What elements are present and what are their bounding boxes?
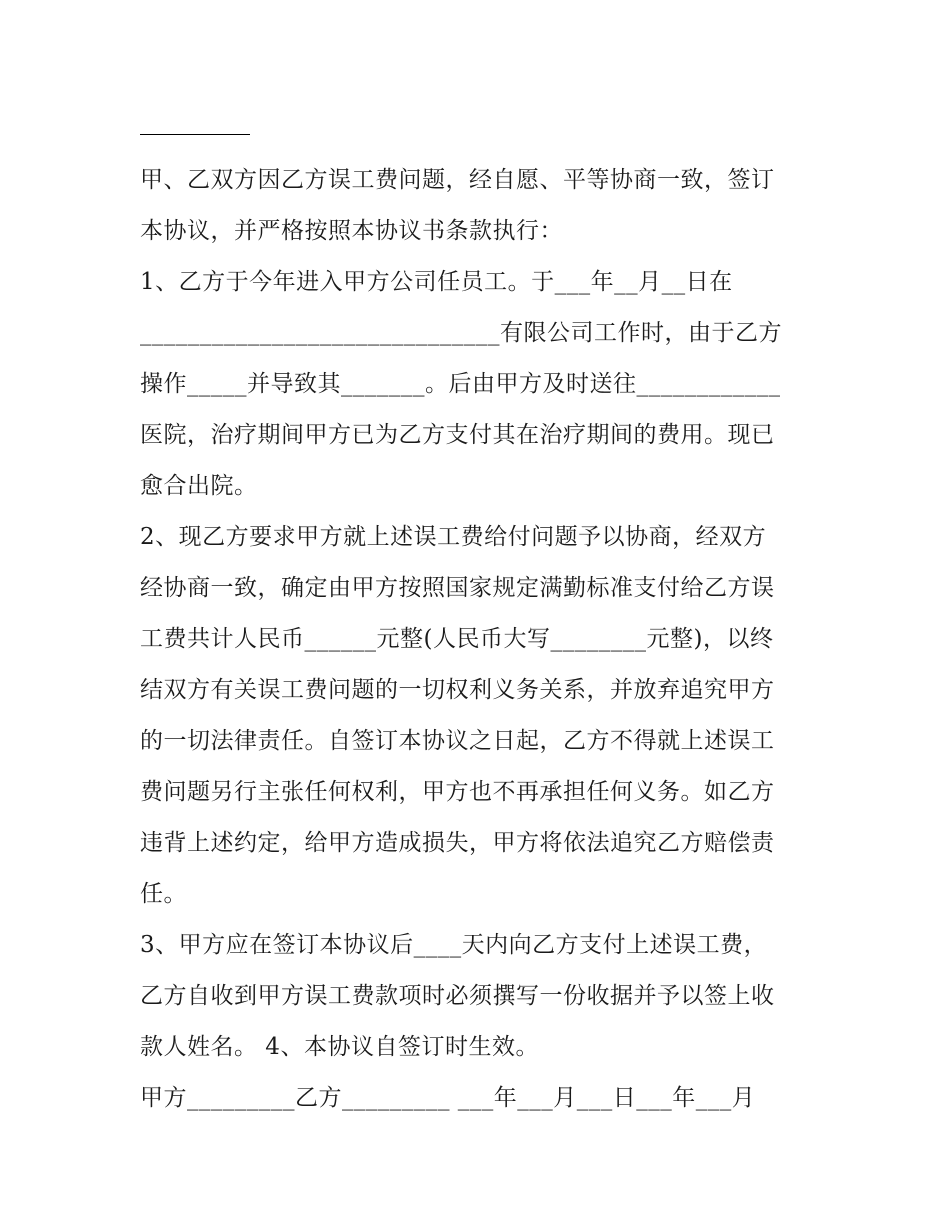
signature-line: 甲方_________乙方_________ ___年___月___日___年___月 xyxy=(140,1085,756,1111)
clause-2-line-4: 结双方有关误工费问题的一切权利义务关系，并放弃追究甲方 xyxy=(140,677,775,703)
clause-2-line-1: 2、现乙方要求甲方就上述误工费给付问题予以协商，经双方 xyxy=(140,524,767,550)
clause-3-4-line-3: 款人姓名。 4、本协议自签订时生效。 xyxy=(140,1034,539,1060)
clause-1-line-5: 愈合出院。 xyxy=(140,473,258,499)
document-page xyxy=(140,110,820,1124)
clause-1-line-3: 操作_____并导致其_______。后由甲方及时送往____________ xyxy=(140,371,781,397)
clause-1-line-4: 医院，治疗期间甲方已为乙方支付其在治疗期间的费用。现已 xyxy=(140,422,775,448)
intro-line-1: 甲、乙双方因乙方误工费问题，经自愿、平等协商一致，签订 xyxy=(140,167,775,193)
clause-1-line-1: 1、乙方于今年进入甲方公司任员工。于___年__月__日在 xyxy=(140,269,733,295)
top-blank-line xyxy=(140,134,250,135)
clause-3-line-2: 乙方自收到甲方误工费款项时必须撰写一份收据并予以签上收 xyxy=(140,983,775,1009)
clause-2-line-5: 的一切法律责任。自签订本协议之日起，乙方不得就上述误工 xyxy=(140,728,775,754)
clause-2-line-3: 工费共计人民币______元整(人民币大写________元整)，以终 xyxy=(140,626,774,652)
clause-2-line-6: 费问题另行主张任何权利，甲方也不再承担任何义务。如乙方 xyxy=(140,779,775,805)
clause-2-line-7: 违背上述约定，给甲方造成损失，甲方将依法追究乙方赔偿责 xyxy=(140,830,775,856)
clause-2-line-8: 任。 xyxy=(140,881,187,907)
clause-3-line-1: 3、甲方应在签订本协议后____天内向乙方支付上述误工费， xyxy=(140,932,768,958)
clause-1-line-2: ______________________________有限公司工作时，由于乙方 xyxy=(140,320,782,346)
intro-line-2: 本协议，并严格按照本协议书条款执行： xyxy=(140,218,563,244)
agreement-body xyxy=(140,155,820,1124)
clause-2-line-2: 经协商一致，确定由甲方按照国家规定满勤标准支付给乙方误 xyxy=(140,575,775,601)
